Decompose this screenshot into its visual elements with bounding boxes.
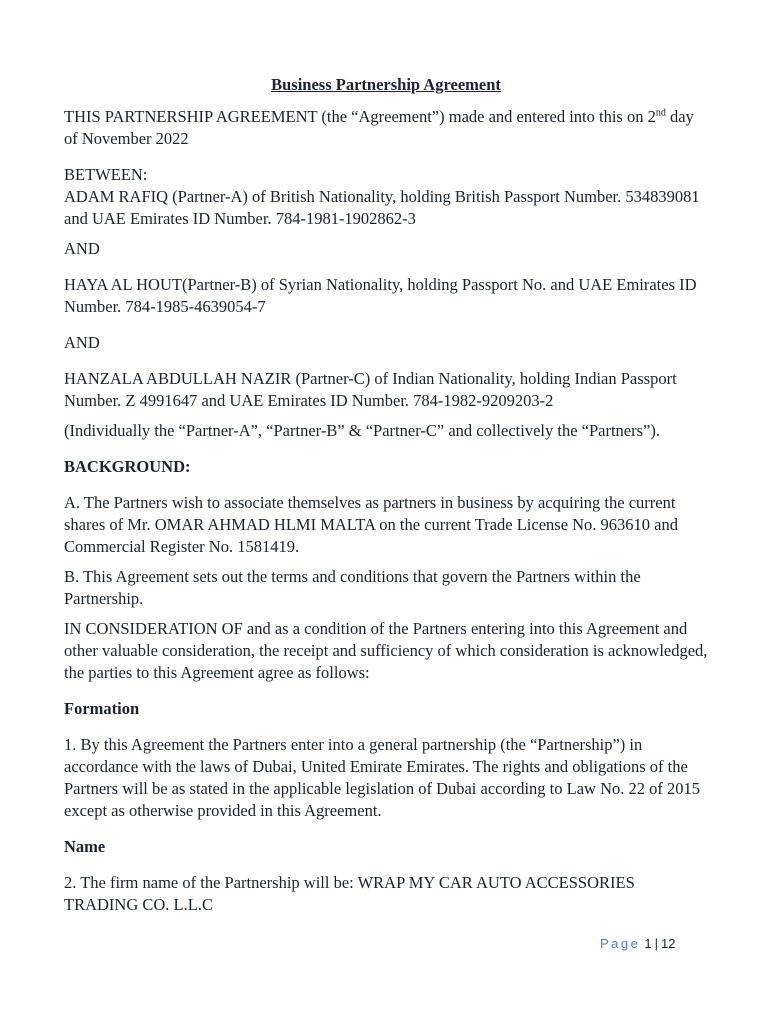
partner-b-paragraph: HAYA AL HOUT(Partner-B) of Syrian Nationality, holding Passport No. and UAE Emirates ID Number. 784-1985-4639054-7	[64, 275, 697, 316]
partner-c-paragraph: HANZALA ABDULLAH NAZIR (Partner-C) of Indian Nationality, holding Indian Passport Number. Z 4991647 and UAE Emirates ID Number. 784-1982-9209203-2	[64, 369, 677, 410]
page-word: Page	[600, 936, 641, 951]
name-heading: Name	[64, 837, 106, 856]
intro-paragraph	[64, 106, 708, 150]
page-footer	[600, 936, 675, 951]
formation-paragraph: 1. By this Agreement the Partners enter into a general partnership (the “Partnership”) in accordance with the laws of Dubai, United Emirate Emirates. The rights and obligations of the Partners will be as stated in the applicable legislation of Dubai according to Law No. 22 of 2015 except as otherwise provided in this Agreement.	[64, 735, 700, 820]
background-a-paragraph: A. The Partners wish to associate themselves as partners in business by acquiring the current shares of Mr. OMAR AHMAD HLMI MALTA on the current Trade License No. 963610 and Commercial Register No. 1581419.	[64, 493, 679, 556]
intro-text: THIS PARTNERSHIP AGREEMENT (the “Agreement”) made and entered into this on 2	[64, 107, 656, 126]
name-paragraph: 2. The firm name of the Partnership will be: WRAP MY CAR AUTO ACCESSORIES TRADING CO. L.L.C	[64, 873, 635, 914]
partner-a-paragraph: ADAM RAFIQ (Partner-A) of British Nationality, holding British Passport Number. 534839081 and UAE Emirates ID Number. 784-1981-1902862-3	[64, 187, 700, 228]
background-heading: BACKGROUND:	[64, 457, 191, 476]
between-label: BETWEEN:	[64, 165, 148, 184]
formation-heading: Formation	[64, 699, 140, 718]
and-separator-2: AND	[64, 333, 100, 352]
current-page-number: 1	[644, 936, 652, 951]
background-b-paragraph: B. This Agreement sets out the terms and conditions that govern the Partners within the Partnership.	[64, 567, 641, 608]
document-title: Business Partnership Agreement	[271, 75, 501, 94]
total-pages-number: 12	[661, 936, 676, 951]
page-separator: |	[654, 936, 658, 951]
intro-superscript: nd	[655, 107, 666, 119]
document-body	[64, 74, 708, 916]
consideration-paragraph: IN CONSIDERATION OF and as a condition of the Partners entering into this Agreement and other valuable consideration, the receipt and sufficiency of which consideration is acknowledged, the parties to this Agreement agree as follows:	[64, 619, 708, 682]
and-separator-1: AND	[64, 239, 100, 258]
intro-text-end: day of November 2022	[64, 107, 694, 148]
collective-definition: (Individually the “Partner-A”, “Partner-B” & “Partner-C” and collectively the “Partners”).	[64, 421, 660, 440]
